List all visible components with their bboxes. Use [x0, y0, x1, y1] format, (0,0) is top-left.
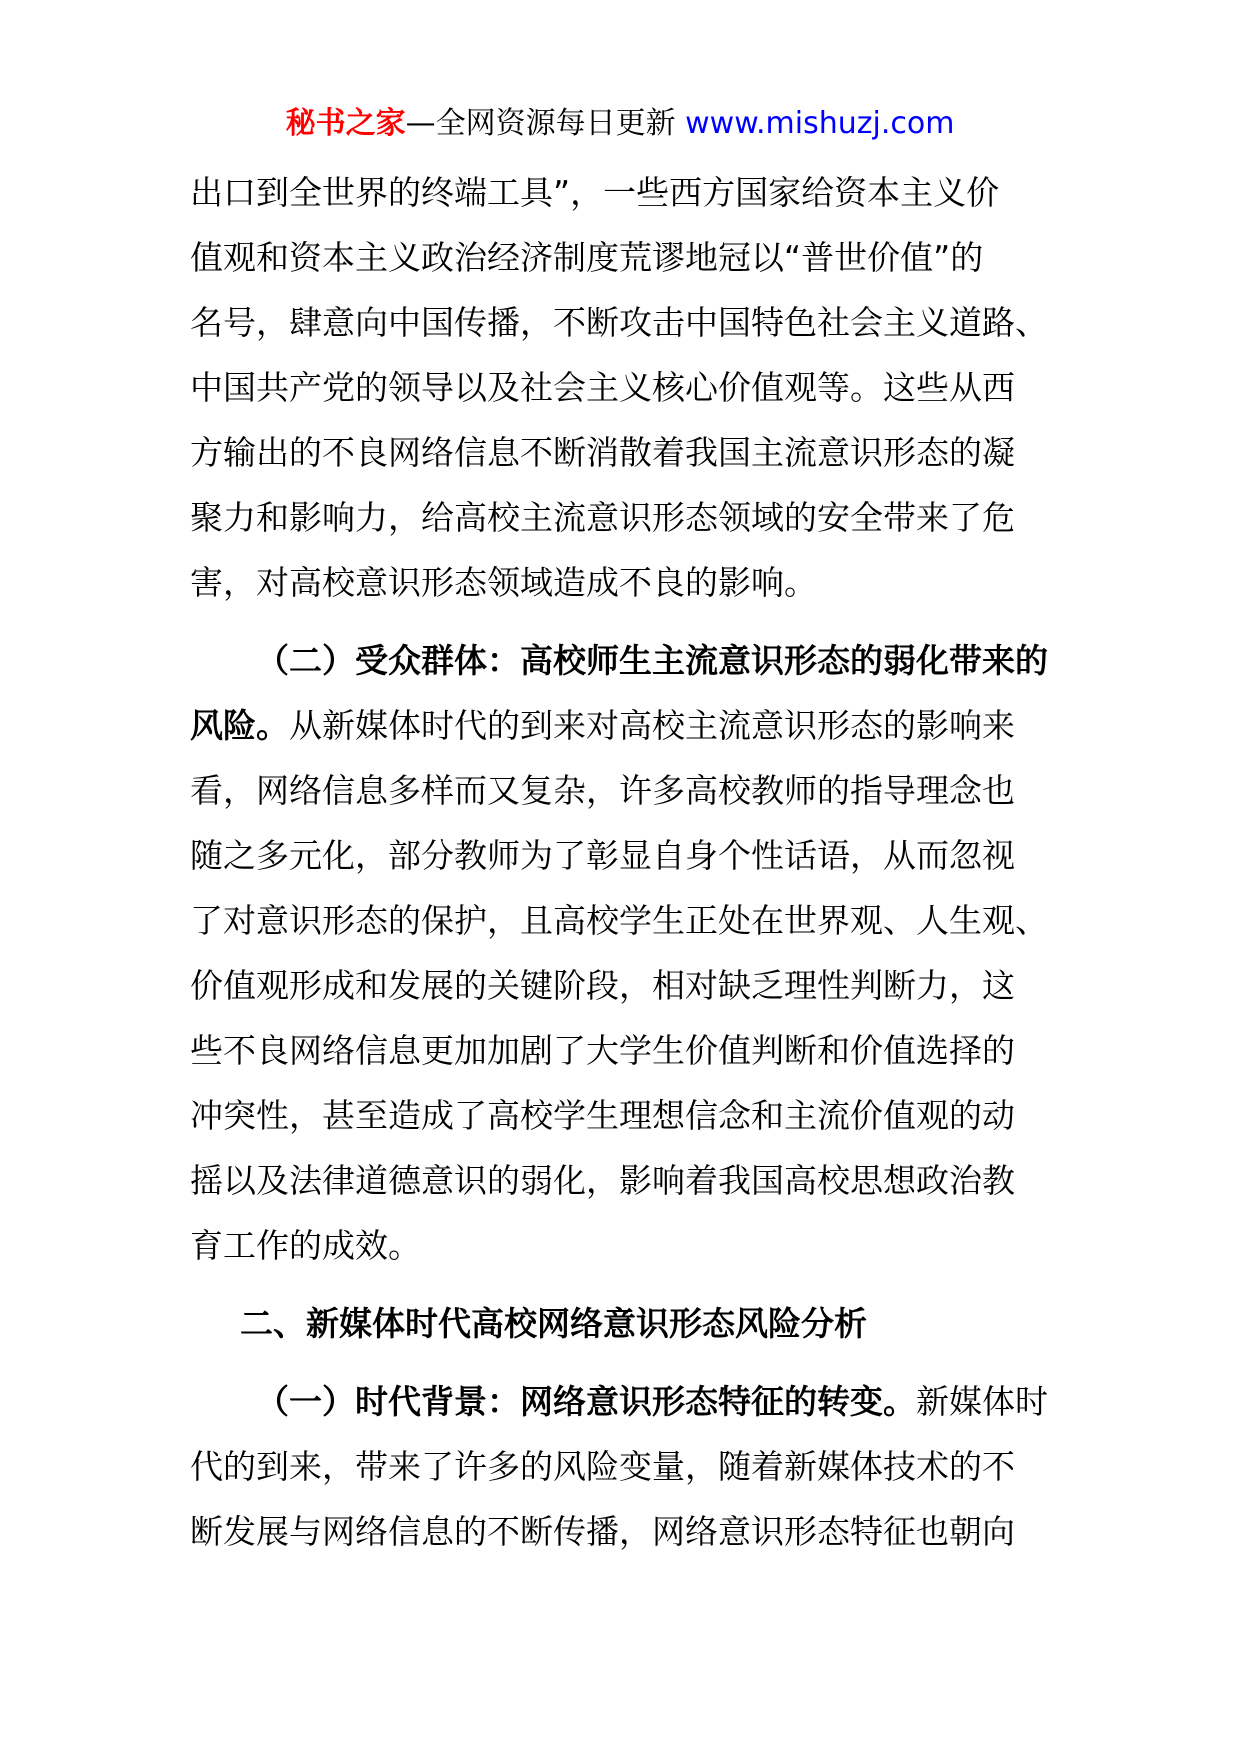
text-line: 育工作的成效。 — [190, 1226, 421, 1265]
text-line: 代的到来，带来了许多的风险变量，随着新媒体技术的不 — [190, 1447, 1015, 1486]
subheading-2-end: 风险。 — [190, 706, 289, 745]
text-line: 价值观形成和发展的关键阶段，相对缺乏理性判断力，这 — [190, 966, 1015, 1005]
text-line: 随之多元化，部分教师为了彰显自身个性话语，从而忽视 — [190, 836, 1015, 875]
text-line: 值观和资本主义政治经济制度荒谬地冠以“普世价值”的 — [190, 238, 984, 277]
text-line: 聚力和影响力，给高校主流意识形态领域的安全带来了危 — [190, 498, 1015, 537]
text-line: 中国共产党的领导以及社会主义核心价值观等。这些从西 — [190, 368, 1015, 407]
site-url[interactable]: www.mishuzj.com — [685, 106, 955, 141]
text-line: 了对意识形态的保护，且高校学生正处在世界观、人生观、 — [190, 901, 1048, 940]
text-line: 名号，肆意向中国传播，不断攻击中国特色社会主义道路、 — [190, 303, 1048, 342]
page-header — [0, 100, 1240, 148]
site-brand: 秘书之家 — [285, 106, 406, 141]
site-tagline: —全网资源每日更新 — [405, 106, 686, 141]
paragraph-3 — [190, 1369, 1050, 1564]
text-line: 出口到全世界的终端工具”，一些西方国家给资本主义价 — [190, 173, 1000, 212]
text-line: 些不良网络信息更加加剧了大学生价值判断和价值选择的 — [190, 1031, 1015, 1070]
text-line: 冲突性，甚至造成了高校学生理想信念和主流价值观的动 — [190, 1096, 1015, 1135]
paragraph-1 — [190, 160, 1050, 615]
text-run: 新媒体时 — [916, 1382, 1048, 1421]
document-body — [190, 160, 1050, 1564]
section-heading: 二、新媒体时代高校网络意识形态风险分析 — [240, 1304, 867, 1343]
text-line — [190, 693, 1050, 758]
text-line: 害，对高校意识形态领域造成不良的影响。 — [190, 563, 817, 602]
paragraph-2 — [190, 628, 1050, 1278]
text-line: 看，网络信息多样而又复杂，许多高校教师的指导理念也 — [190, 771, 1015, 810]
text-run: 从新媒体时代的到来对高校主流意识形态的影响来 — [289, 706, 1015, 745]
text-line: 方输出的不良网络信息不断消散着我国主流意识形态的凝 — [190, 433, 1015, 472]
text-line: 断发展与网络信息的不断传播，网络意识形态特征也朝向 — [190, 1512, 1015, 1551]
subheading-1: （一）时代背景：网络意识形态特征的转变。 — [256, 1382, 916, 1421]
text-line — [190, 1369, 1050, 1434]
text-line: 摇以及法律道德意识的弱化，影响着我国高校思想政治教 — [190, 1161, 1015, 1200]
subheading-2: （二）受众群体：高校师生主流意识形态的弱化带来的 — [256, 641, 1048, 680]
